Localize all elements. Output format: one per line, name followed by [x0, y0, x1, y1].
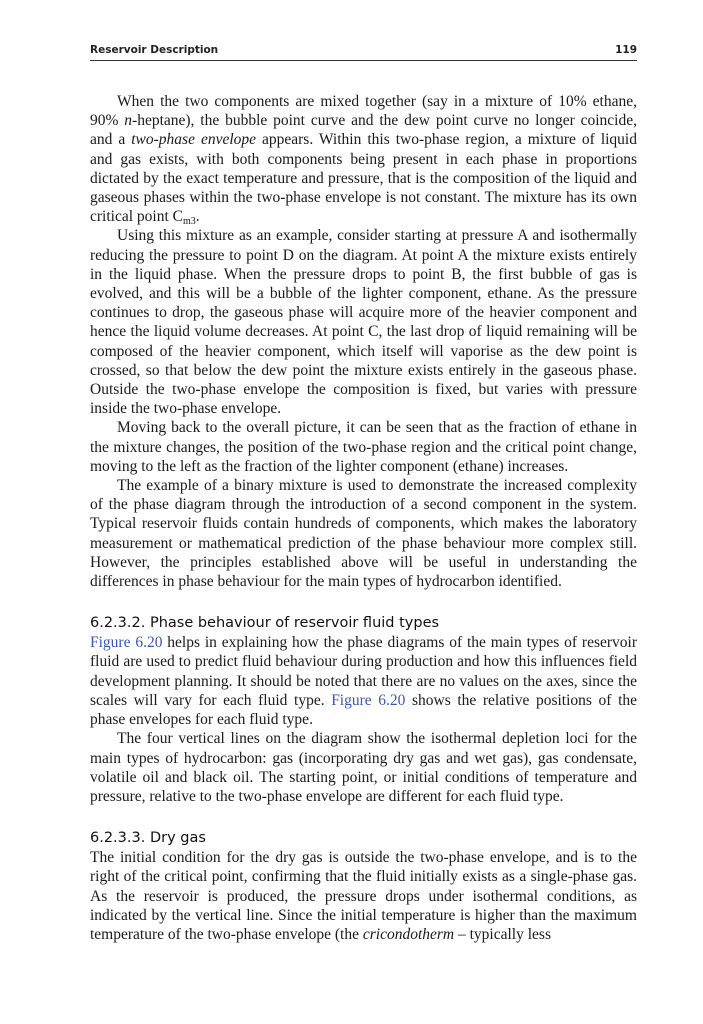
running-header: [90, 44, 637, 61]
paragraph-2: Using this mixture as an example, consider starting at pressure A and isothermally reducing the pressure to point D on the diagram. At point A the mixture exists entirely in the liquid phase. When the pressure drops to point B, the first bubble of gas is evolved, and this will be a bubble of the lighter component, ethane. As the pressure continues to drop, the gaseous phase will acquire more of the heavier component and hence the liquid volume decreases. At point C, the last drop of liquid remaining will be composed of the heavier component, which itself will vaporise as the dew point is crossed, so that below the dew point the mixture exists entirely in the gaseous phase. Outside the two-phase envelope the composition is fixed, but varies with pressure inside the two-phase envelope.: [90, 227, 637, 418]
section-1-paragraph-2: The four vertical lines on the diagram show the isothermal depletion loci for the main types of hydrocarbon: gas (incorporating dry gas and wet gas), gas condensate, volatile oil and black oil. The starting point, or initial conditions of temperature and pressure, relative to the two-phase envelope are different for each fluid type.: [90, 730, 637, 805]
paragraph-3: Moving back to the overall picture, it can be seen that as the fraction of ethane in the mixture changes, the position of the two-phase region and the critical point change, moving to the left as the fraction of the lighter component (ethane) increases.: [90, 419, 637, 475]
paragraph-1: When the two components are mixed together (say in a mixture of 10% ethane, 90% n-heptane), the bubble point curve and the dew point curve no longer coincide, and a two-phase envelope appears. Within this two-phase region, a mixture of liquid and gas exists, with both components being present in each phase in proportions dictated by the exact temperature and pressure, that is the composition of the liquid and gaseous phases within the two-phase envelope is not constant. The mixture has its own critical point $C_{m3}$.: [90, 93, 637, 228]
paragraph-4: The example of a binary mixture is used to demonstrate the increased complexity of the phase diagram through the introduction of a second component in the system. Typical reservoir fluids contain hundreds of components, which makes the laboratory measurement or mathematical prediction of the phase behaviour more complex still. However, the principles established above will be useful in understanding the differences in phase behaviour for the main types of hydrocarbon identified.: [90, 477, 637, 591]
header-title: Reservoir Description: [90, 44, 219, 56]
figure-link[interactable]: Figure 6.20: [331, 691, 406, 709]
section-heading-phase-behaviour: 6.2.3.2. Phase behaviour of reservoir fluid types: [90, 615, 440, 632]
section-2-paragraph-1: The initial condition for the dry gas is outside the two-phase envelope, and is to the right of the critical point, confirming that the fluid initially exists as a single-phase gas. As the reservoir is produced, the pressure drops under isothermal conditions, as indicated by the vertical line. Since the initial temperature is higher than the maximum temperature of the two-phase envelope (the cricondotherm – typically less: [90, 849, 637, 943]
figure-link[interactable]: Figure 6.20: [90, 634, 163, 652]
body-text: [90, 92, 637, 944]
section-1-paragraph-1: Figure 6.20 helps in explaining how the phase diagrams of the main types of reservoir fluid are used to predict fluid behaviour during production and how this influences field development planning. It should be noted that there are no values on the axes, since the scales will vary for each fluid type. Figure 6.20 shows the relative positions of the phase envelopes for each fluid type.: [90, 634, 638, 729]
section-heading-dry-gas: 6.2.3.3. Dry gas: [90, 830, 206, 847]
page-number: 119: [615, 44, 637, 56]
